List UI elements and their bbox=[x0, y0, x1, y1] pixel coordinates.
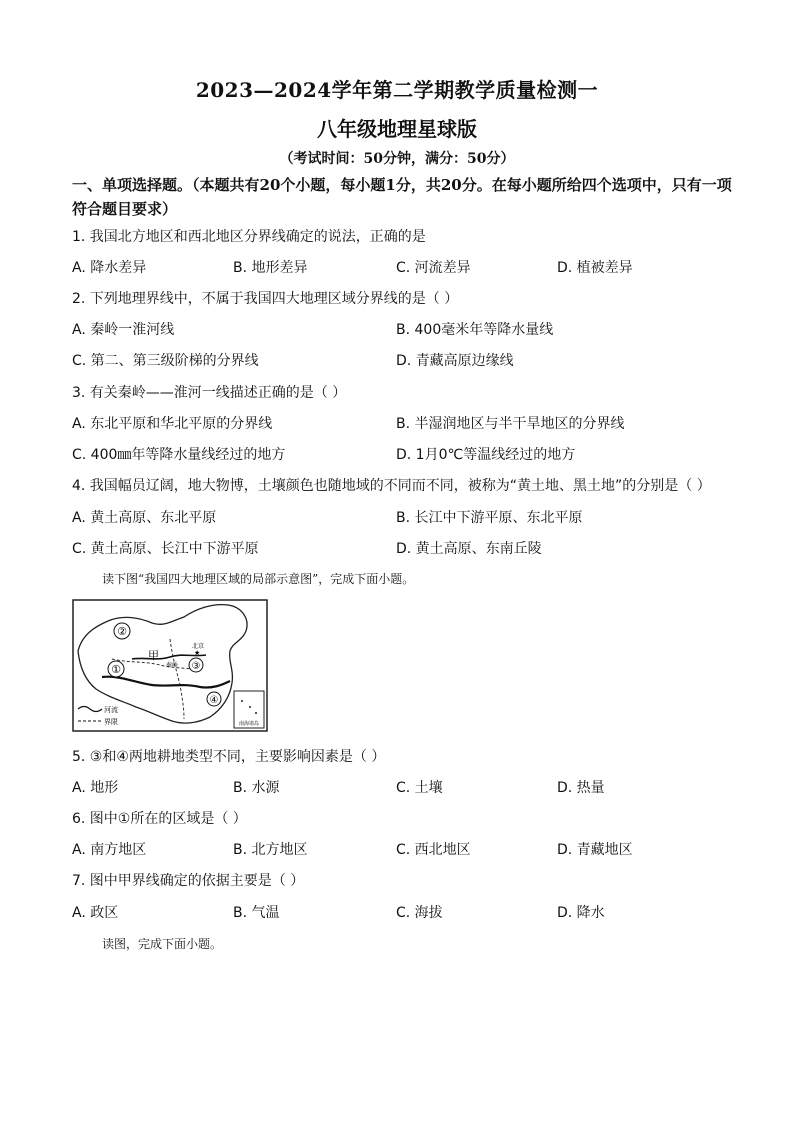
region-label-3: ③ bbox=[191, 661, 201, 672]
exam-title: 2023—2024学年第二学期教学质量检测一 bbox=[195, 78, 599, 102]
exam-info: （考试时间：50分钟，满分：50分） bbox=[279, 151, 515, 167]
option-c: C. 400㎜年等降水量线经过的地方 bbox=[72, 447, 286, 463]
question-options-1 bbox=[72, 257, 732, 277]
inset-label: 南海诸岛 bbox=[238, 721, 260, 727]
option-d: D. 青藏高原边缘线 bbox=[396, 353, 514, 369]
china-regions-map bbox=[72, 599, 268, 732]
question-options-7 bbox=[72, 902, 732, 922]
island-dot bbox=[255, 712, 257, 714]
question-options-6 bbox=[72, 839, 732, 859]
option-a: A. 秦岭一淮河线 bbox=[72, 322, 175, 338]
option-a: A. 南方地区 bbox=[72, 842, 147, 858]
option-b: B. 400毫米年等降水量线 bbox=[396, 322, 554, 338]
question-options-3a bbox=[72, 413, 732, 433]
option-a: A. 地形 bbox=[72, 780, 119, 796]
question-stem-3: 3. 有关秦岭——淮河一线描述正确的是（ ） bbox=[72, 385, 347, 401]
option-c: C. 黄土高原、长江中下游平原 bbox=[72, 541, 259, 557]
option-b: B. 气温 bbox=[233, 905, 280, 921]
reading-note-2: 读图，完成下面小题。 bbox=[102, 937, 223, 951]
boundary-label-jia: 甲 bbox=[148, 649, 159, 662]
option-a: A. 政区 bbox=[72, 905, 119, 921]
question-stem-7: 7. 图中甲界线确定的依据主要是（ ） bbox=[72, 873, 305, 889]
option-b: B. 长江中下游平原、东北平原 bbox=[396, 510, 583, 526]
exam-subtitle: 八年级地理星球版 bbox=[317, 117, 477, 141]
question-options-3b bbox=[72, 444, 732, 464]
option-a: A. 降水差异 bbox=[72, 260, 147, 276]
option-d: D. 1月0℃等温线经过的地方 bbox=[396, 447, 576, 463]
question-options-2a bbox=[72, 319, 732, 339]
capital-star-icon: ★ bbox=[194, 649, 201, 657]
city-label-beijing: 北京 bbox=[192, 643, 205, 650]
option-b: B. 北方地区 bbox=[233, 842, 308, 858]
question-stem-4: 4. 我国幅员辽阔，地大物博，土壤颜色也随地域的不同而不同，被称为“黄土地、黑土地”的分别是（ ） bbox=[72, 478, 711, 494]
option-b: B. 水源 bbox=[233, 780, 280, 796]
option-d: D. 黄土高原、东南丘陵 bbox=[396, 541, 542, 557]
region-label-2: ② bbox=[117, 625, 127, 638]
option-c: C. 海拔 bbox=[396, 905, 443, 921]
question-options-2b bbox=[72, 350, 732, 370]
region-label-4: ④ bbox=[209, 695, 219, 706]
option-d: D. 热量 bbox=[557, 780, 605, 796]
section-heading: 一、单项选择题。（本题共有20个小题，每小题1分，共20分。在每小题所给四个选项中，只有一项符合题目要求） bbox=[72, 176, 732, 218]
mountain-label-qinling: 秦岭 bbox=[166, 662, 179, 669]
option-d: D. 降水 bbox=[557, 905, 605, 921]
question-options-4b bbox=[72, 538, 732, 558]
legend-river-label: 河流 bbox=[104, 706, 118, 714]
region-label-1: ① bbox=[111, 663, 121, 676]
legend-boundary-label: 界限 bbox=[104, 718, 118, 726]
island-dot bbox=[249, 706, 251, 708]
option-b: B. 地形差异 bbox=[233, 260, 308, 276]
option-d: D. 青藏地区 bbox=[557, 842, 633, 858]
question-stem-2: 2. 下列地理界线中，不属于我国四大地理区域分界线的是（ ） bbox=[72, 291, 459, 307]
option-d: D. 植被差异 bbox=[557, 260, 633, 276]
island-dot bbox=[241, 700, 243, 702]
question-stem-5: 5. ③和④两地耕地类型不同，主要影响因素是（ ） bbox=[72, 749, 386, 765]
question-stem-1: 1. 我国北方地区和西北地区分界线确定的说法，正确的是 bbox=[72, 229, 426, 245]
option-c: C. 土壤 bbox=[396, 780, 443, 796]
question-options-4a bbox=[72, 507, 732, 527]
option-c: C. 第二、第三级阶梯的分界线 bbox=[72, 353, 259, 369]
question-options-5 bbox=[72, 777, 732, 797]
option-a: A. 东北平原和华北平原的分界线 bbox=[72, 416, 273, 432]
option-c: C. 河流差异 bbox=[396, 260, 471, 276]
reading-note-1: 读下图“我国四大地理区域的局部示意图”，完成下面小题。 bbox=[102, 572, 415, 586]
option-c: C. 西北地区 bbox=[396, 842, 471, 858]
question-stem-6: 6. 图中①所在的区域是（ ） bbox=[72, 811, 247, 827]
option-b: B. 半湿润地区与半干旱地区的分界线 bbox=[396, 416, 625, 432]
option-a: A. 黄土高原、东北平原 bbox=[72, 510, 217, 526]
